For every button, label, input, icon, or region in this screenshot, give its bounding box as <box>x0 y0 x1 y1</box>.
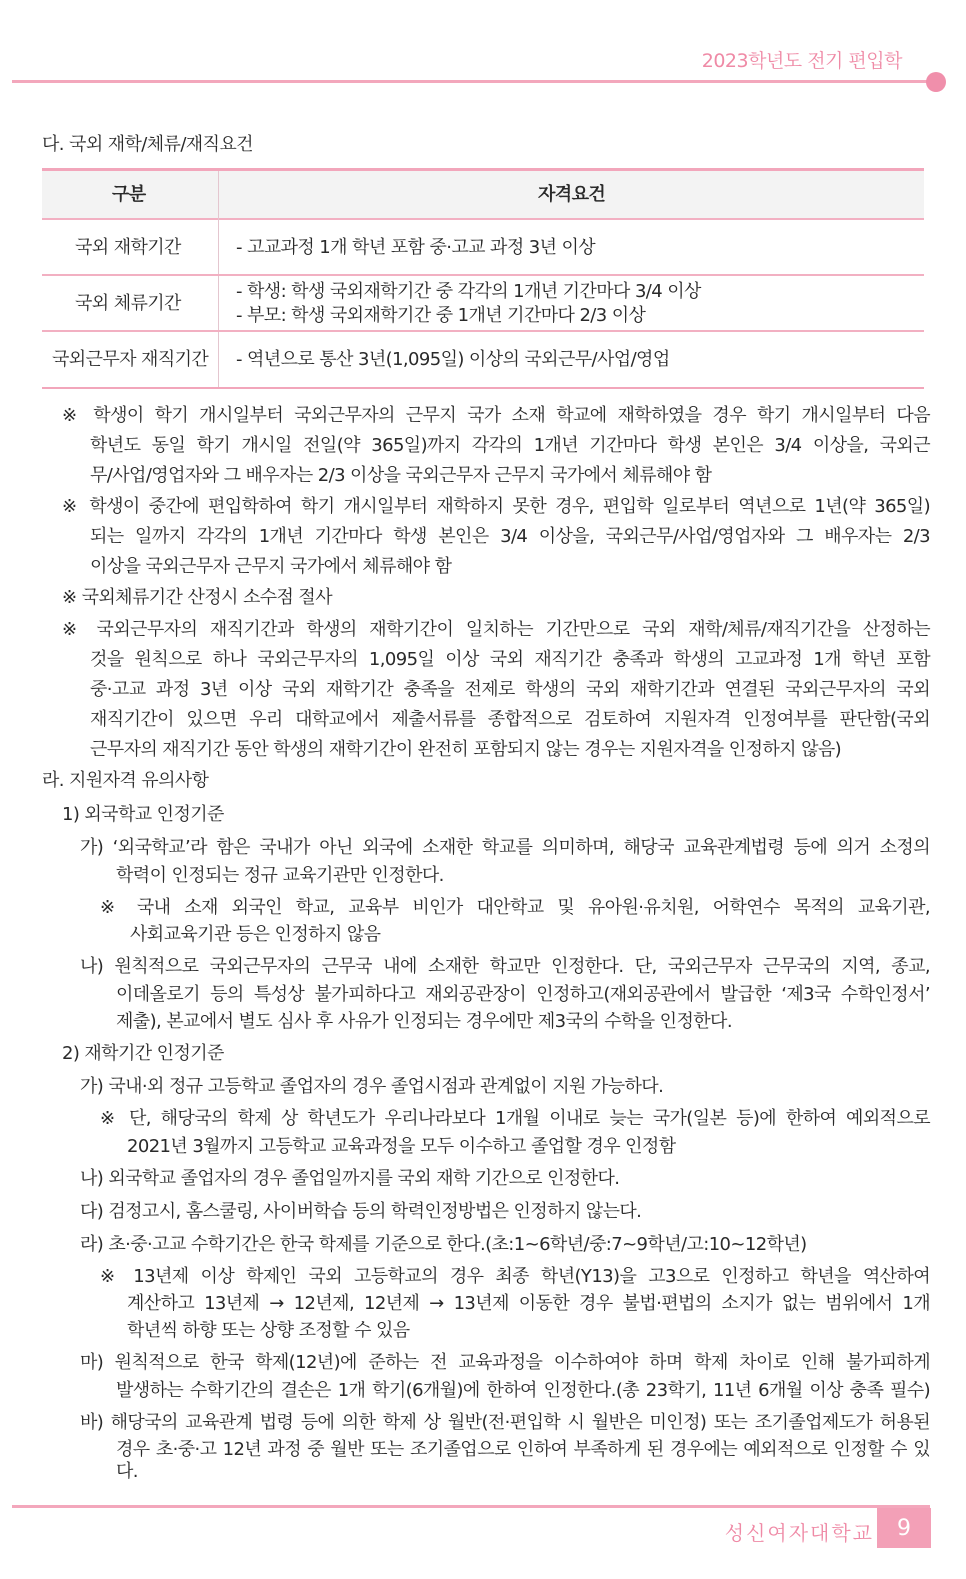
text-line: 이데올로기 등의 특성상 불가피하다고 재외공관장이 인정하고(재외공관에서 발급한 ‘제3국 수학인정서’ <box>116 984 930 1005</box>
text-line: 2021년 3월까지 고등학교 교육과정을 모두 이수하고 졸업할 경우 인정함 <box>127 1136 676 1157</box>
note-line: 무/사업/영업자와 그 배우자는 2/3 이상을 국외근무자 근무지 국가에서 체류해야 함 <box>90 465 712 486</box>
row-text: - 학생: 학생 국외재학기간 중 각각의 1개년 기간마다 3/4 이상 <box>236 281 701 302</box>
note-line: 되는 일까지 각각의 1개년 기간마다 학생 본인은 3/4 이상을, 국외근무/사업/영업자와 그 배우자는 2/3 <box>90 526 930 547</box>
note-line: ※ 국외체류기간 산정시 소수점 절사 <box>62 587 332 608</box>
text-line: 사회교육기관 등은 인정하지 않음 <box>130 924 381 945</box>
table-header-category: 구분 <box>112 184 146 205</box>
header-dot <box>926 72 946 92</box>
text-line: 학년씩 하향 또는 상향 조정할 수 있음 <box>127 1320 410 1341</box>
text-line: ※ 국내 소재 외국인 학교, 교육부 비인가 대안학교 및 유아원·유치원, 어학연수 목적의 교육기관, <box>100 897 930 918</box>
subsection-title: 2) 재학기간 인정기준 <box>62 1043 224 1064</box>
note-line: ※ 학생이 중간에 편입학하여 학기 개시일부터 재학하지 못한 경우, 편입학 일로부터 역년으로 1년(약 365일) <box>62 496 930 517</box>
text-line: 가) ‘외국학교’라 함은 국내가 아닌 외국에 소재한 학교를 의미하며, 해당국 교육관계법령 등에 의거 소정의 <box>80 837 930 858</box>
row-text: - 역년으로 통산 3년(1,095일) 이상의 국외근무/사업/영업 <box>236 349 670 370</box>
row-label: 국외근무자 재직기간 <box>52 349 209 370</box>
row-text: - 부모: 학생 국외재학기간 중 1개년 기간마다 2/3 이상 <box>236 305 646 326</box>
text-line: 계산하고 13년제 → 12년제, 12년제 → 13년제 이동한 경우 불법·편법의 소지가 없는 범위에서 1개 <box>127 1293 930 1314</box>
row-label: 국외 재학기간 <box>75 237 181 258</box>
table-row <box>42 220 924 274</box>
text-line: 나) 외국학교 졸업자의 경우 졸업일까지를 국외 재학 기간으로 인정한다. <box>80 1168 620 1189</box>
note-line: ※ 학생이 학기 개시일부터 국외근무자의 근무지 국가 소재 학교에 재학하였을 경우 학기 개시일부터 다음 <box>62 405 930 426</box>
footer-school-name: 성신여자대학교 <box>724 1521 874 1545</box>
subsection-title: 1) 외국학교 인정기준 <box>62 804 224 825</box>
text-line: 마) 원칙적으로 한국 학제(12년)에 준하는 전 교육과정을 이수하여야 하며 학제 차이로 인해 불가피하게 <box>80 1352 930 1373</box>
note-line: 학년도 동일 학기 개시일 전일(약 365일)까지 각각의 1개년 기간마다 학생 본인은 3/4 이상을, 국외근 <box>90 435 930 456</box>
section-title-da: 다. 국외 재학/체류/재직요건 <box>42 134 253 155</box>
row-label: 국외 체류기간 <box>75 293 181 314</box>
text-line: 발생하는 수학기간의 결손은 1개 학기(6개월)에 한하여 인정한다.(총 23학기, 11년 6개월 이상 충족 필수) <box>116 1380 930 1401</box>
note-line: 재직기간이 있으면 우리 대학교에서 제출서류를 종합적으로 검토하여 지원자격 인정여부를 판단함(국외 <box>90 709 930 730</box>
text-line: 학력이 인정되는 정규 교육기관만 인정한다. <box>116 865 444 886</box>
table-row <box>42 332 924 388</box>
note-line: 것을 원칙으로 하나 국외근무자의 1,095일 이상 국외 재직기간 충족과 학생의 고교과정 1개 학년 포함 <box>90 649 930 670</box>
table-header-requirement: 자격요건 <box>538 184 606 205</box>
text-line: 경우 초·중·고 12년 과정 중 월반 또는 조기졸업으로 인하여 부족하게 된 경우에는 예외적으로 인정할 수 있다. <box>116 1439 930 1482</box>
note-line: 중·고교 과정 3년 이상 국외 재학기간 충족을 전제로 학생의 국외 재학기간과 연결된 국외근무자의 국외 <box>90 679 930 700</box>
section-title-ra: 라. 지원자격 유의사항 <box>42 770 209 791</box>
note-line: 근무자의 재직기간 동안 학생의 재학기간이 완전히 포함되지 않는 경우는 지원자격을 인정하지 않음) <box>90 739 842 760</box>
header-title: 2023학년도 전기 편입학 <box>701 50 902 72</box>
table-top-rule <box>42 168 924 171</box>
note-line: ※ 국외근무자의 재직기간과 학생의 재학기간이 일치하는 기간만으로 국외 재학/체류/재직기간을 산정하는 <box>62 619 930 640</box>
note-line: 이상을 국외근무자 근무지 국가에서 체류해야 함 <box>90 556 452 577</box>
table-row <box>42 276 924 331</box>
table-header-row <box>42 168 924 219</box>
row-text: - 고교과정 1개 학년 포함 중·고교 과정 3년 이상 <box>236 237 596 258</box>
text-line: 나) 원칙적으로 국외근무자의 근무국 내에 소재한 학교만 인정한다. 단, 국외근무자 근무국의 지역, 종교, <box>80 956 930 977</box>
header-rule <box>12 80 930 83</box>
page-number: 9 <box>877 1508 931 1548</box>
text-line: 다) 검정고시, 홈스쿨링, 사이버학습 등의 학력인정방법은 인정하지 않는다. <box>80 1201 642 1222</box>
text-line: ※ 13년제 이상 학제인 국외 고등학교의 경우 최종 학년(Y13)을 고3으로 인정하고 학년을 역산하여 <box>100 1266 930 1287</box>
footer-rule <box>12 1505 930 1508</box>
text-line: 바) 해당국의 교육관계 법령 등에 의한 학제 상 월반(전·편입학 시 월반은 미인정) 또는 조기졸업제도가 허용된 <box>80 1412 930 1433</box>
text-line: 가) 국내·외 정규 고등학교 졸업자의 경우 졸업시점과 관계없이 지원 가능하다. <box>80 1076 664 1097</box>
text-line: ※ 단, 해당국의 학제 상 학년도가 우리나라보다 1개월 이내로 늦는 국가(일본 등)에 한하여 예외적으로 <box>100 1108 930 1129</box>
text-line: 라) 초·중·고교 수학기간은 한국 학제를 기준으로 한다.(초:1~6학년/중:7~9학년/고:10~12학년) <box>80 1234 807 1255</box>
table-bottom-rule <box>42 387 924 389</box>
text-line: 제출), 본교에서 별도 심사 후 사유가 인정되는 경우에만 제3국의 수학을 인정한다. <box>116 1011 732 1032</box>
